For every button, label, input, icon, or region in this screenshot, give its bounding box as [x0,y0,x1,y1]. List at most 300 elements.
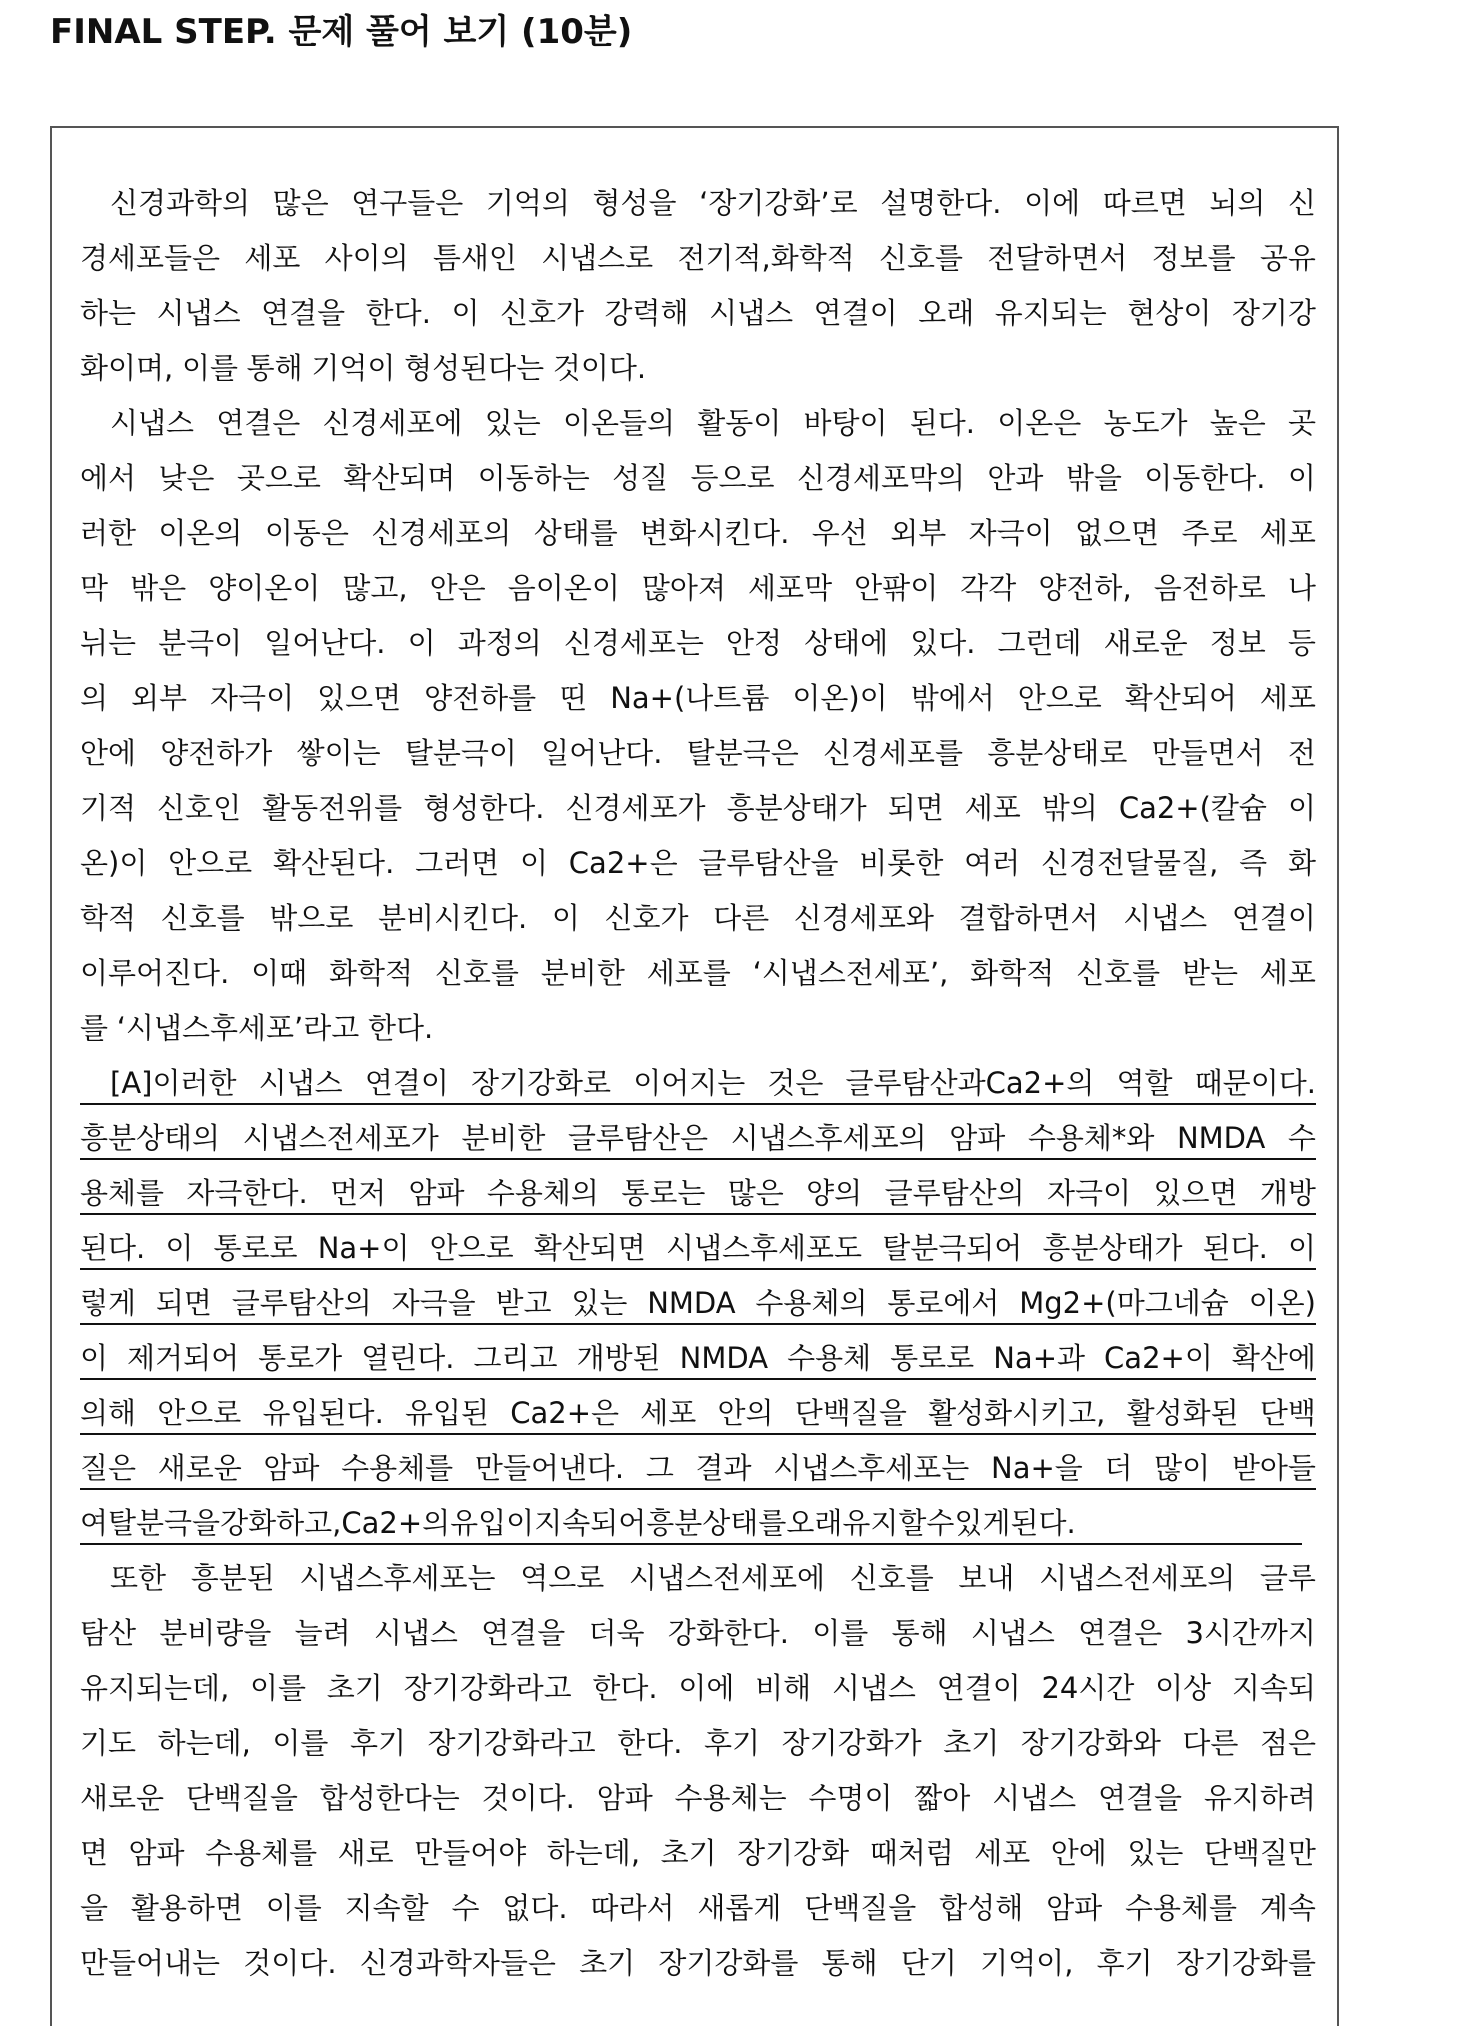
word: 것이다. [552,351,647,385]
word: 새로운 [157,1451,242,1485]
word: 시냅스후세포는 [299,1561,496,1595]
word: 수용체의 [755,1286,868,1320]
word: [A]이러한 [110,1066,237,1100]
word: 연결이 [813,296,898,330]
word: 더욱 [588,1616,645,1650]
word: 만들어낸다. [474,1451,625,1485]
word: 합성한다는 [319,1781,460,1815]
word: 받고 [495,1286,552,1320]
word: 탈분극되어 [882,1231,1023,1265]
word: 수용체를 [1124,1891,1237,1925]
word: 일어난다. [541,736,663,770]
word: 시냅스 [709,296,794,330]
word: 신경세포의 [371,516,512,550]
word: 이온) [1248,1286,1316,1320]
word: 결합하면서 [958,901,1099,935]
word: 많아져 [641,571,726,605]
word: 시냅스 [970,1616,1055,1650]
word: 시냅스후세포의 [730,1121,927,1155]
word: 띤 [559,681,588,715]
word: 후기 [1096,1946,1153,1980]
word: 만들면서 [1151,736,1264,770]
word: 보내 [958,1561,1015,1595]
word: 계속 [1259,1891,1316,1925]
word: 많이 [1154,1451,1211,1485]
word: 분비한 [461,1121,546,1155]
word: 짧아 [914,1781,971,1815]
word: 흥분상태가 [726,791,867,825]
word: 세포 [1259,956,1316,990]
word: 시냅스 [156,296,241,330]
word: 연결을 [1097,1781,1183,1815]
word: 된다. [1202,1231,1268,1265]
word: 사이의 [324,241,409,275]
word: 오래 [918,296,975,330]
word: 세포막 [748,571,833,605]
word: 시냅스로 [541,241,654,275]
word: 음전하로 [1153,571,1266,605]
word: 신호인 [157,791,242,825]
word: 이를 [812,1616,869,1650]
word: 신경세포와 [793,901,934,935]
word: 이동하는 [477,461,590,495]
word: 막 [80,571,109,605]
word: 분비한 [540,956,625,990]
word: 활성화된 [1126,1396,1239,1430]
word: 제거되어 [127,1341,240,1375]
word: 양이온이 [208,571,321,605]
underlined-passage-line [80,1276,1316,1331]
word: 더 [1104,1451,1133,1485]
word: 통로에서 [887,1286,1000,1320]
word: 을 [80,1891,109,1925]
word: 것이다. [243,1946,337,1980]
word: 활동전위를 [262,791,403,825]
passage-line [80,1881,1316,1936]
word: 안으로 [429,1231,514,1265]
word: 활성화시키고, [928,1396,1106,1430]
word: 되면 [887,791,944,825]
word: 화학적 [329,956,414,990]
word: 곳 [1287,406,1316,440]
word: 후기 [703,1726,761,1760]
word: 공유 [1259,241,1316,275]
word: 세포 [1259,516,1316,550]
word: 유입된다. [262,1396,384,1430]
word: 분비량을 [159,1616,272,1650]
word: Na+이 [317,1231,410,1265]
word: 이상 [1155,1671,1212,1705]
word: 안정 [725,626,782,660]
word: 이온은 [997,406,1082,440]
word: 안팎이 [854,571,939,605]
word: 하는데, [157,1726,251,1760]
passage-line [80,1001,1316,1056]
word: 새로운 [80,1781,165,1815]
word: 장기강 [1231,296,1316,330]
word: 시냅스 [831,1671,916,1705]
word: 유지되는 [994,296,1107,330]
word: ‘시냅스전세포’, [752,956,949,990]
word: 때처럼 [869,1836,954,1870]
word: 이온의 [158,516,243,550]
word: 되면 [155,1286,212,1320]
word: Mg2+(마그네슘 [1019,1286,1229,1320]
passage-line [80,781,1316,836]
word: 흥분상태의 [80,1121,221,1155]
word: NMDA [1176,1121,1266,1155]
word: 확산에 [1231,1341,1316,1375]
word: 초기 [660,1836,717,1870]
underlined-passage-line [80,1111,1316,1166]
word: 암파 [408,1176,465,1210]
word: 장기강화를 [658,1946,799,1980]
word: 시냅스전세포가 [242,1121,439,1155]
word: 이동한다. [1144,461,1266,495]
word: 렇게 [80,1286,137,1320]
word: 지속할 [344,1891,429,1925]
word: 이에 [1024,186,1081,220]
word: 활용하면 [130,1891,243,1925]
word: 강화한다. [667,1616,790,1650]
word: 이 [1287,791,1316,825]
word: 에서 [80,461,137,495]
word: 수용체를 [205,1836,318,1870]
passage-line [80,891,1316,946]
passage-line [80,176,1316,231]
word: 밖의 [1041,791,1098,825]
word: 이 [519,846,548,880]
word: 새로운 [1103,626,1188,660]
word: 안의 [717,1396,774,1430]
word: 전 [1287,736,1316,770]
word: 수 [1287,1121,1316,1155]
passage-line [80,561,1316,616]
word: 분극이 [158,626,243,660]
page-title: FINAL STEP. 문제 풀어 보기 (10분) [50,12,633,52]
word: 화학적 [970,956,1055,990]
word: 받는 [1181,956,1238,990]
word: 안은 [429,571,486,605]
word: 학적 [80,901,137,935]
word: Ca2+의 [341,1506,451,1540]
word: 신경세포가 [565,791,706,825]
passage-text [80,176,1316,1991]
word: 지속되 [1231,1671,1316,1705]
word: 자극이 [968,516,1053,550]
underlined-passage-line [80,1331,1316,1386]
word: 초기 [326,1671,383,1705]
word: Na+(나트륨 [610,681,770,715]
word: 글루탐산의 [884,1176,1025,1210]
passage-line [80,1716,1316,1771]
word: 24시간 [1041,1671,1135,1705]
word: 연결은 [1078,1616,1163,1650]
underlined-passage-line [80,1221,1316,1276]
word: 된다. [1010,1506,1076,1540]
word: 현상이 [1127,296,1212,330]
underlined-passage-line [80,1496,1316,1551]
word: 받아들 [1231,1451,1316,1485]
word: 신호를 [1076,956,1161,990]
word: 글루탐산을 [698,846,839,880]
word: 먼저 [330,1176,387,1210]
word: 밖으로 [269,901,354,935]
word: 이동은 [264,516,349,550]
word: 통로로 [213,1231,298,1265]
word: 안에 [80,736,137,770]
word: Ca2+이 [1104,1341,1213,1375]
word: 화이며, [80,351,174,385]
word: 장기강화와 [1020,1726,1161,1760]
word: 단백질을 [804,1891,917,1925]
word: 장기강화 [737,1836,850,1870]
passage-line [80,286,1316,341]
passage-line [80,1661,1316,1716]
passage-line [80,836,1316,891]
word: 여러 [964,846,1021,880]
word: 우선 [811,516,868,550]
underlined-passage-line [80,1056,1316,1111]
word: 후기 [349,1726,406,1760]
underlined-passage-line [80,1441,1316,1496]
word: 장기강화가 [781,1726,922,1760]
word: 암파 [949,1121,1006,1155]
word: 일어난다. [264,626,386,660]
word: 시냅스후세포도 [665,1231,863,1265]
word: 새롭게 [697,1891,782,1925]
word: 있는 [484,406,541,440]
word: 나 [1287,571,1316,605]
word: 있다. [910,626,976,660]
underlined-passage-line [80,1166,1316,1221]
word: 있으면 [317,681,402,715]
word: 기억이, [980,1946,1074,1980]
word: 없다. [502,1891,568,1925]
word: 만들어내는 [80,1946,221,1980]
word: 수용체는 [674,1781,787,1815]
word: 러한 [80,516,137,550]
word: 신경세포를 [822,736,964,770]
word: 탐산 [80,1616,137,1650]
word: 강력해 [604,296,689,330]
word: Na+을 [991,1451,1083,1485]
word: 암파 [1046,1891,1103,1925]
word: 상태를 [533,516,618,550]
word: 수 [926,1506,955,1540]
word: 안으로 [168,846,253,880]
word: 이 [165,1231,194,1265]
word: 단백질을 [794,1396,907,1430]
word: 온)이 [80,846,148,880]
word: 만들어야 [414,1836,527,1870]
word: 즉 [1239,846,1268,880]
word: 시냅스 [110,406,195,440]
passage-line [80,451,1316,506]
word: 비롯한 [859,846,944,880]
word: 또한 [110,1561,167,1595]
word: 유지할 [842,1506,927,1540]
word: 다른 [713,901,770,935]
word: 경세포들은 [80,241,221,275]
word: 안으로 [1017,681,1102,715]
word: 것이다. [481,1781,575,1815]
word: 글루탐산의 [231,1286,372,1320]
word: 이를 [265,1891,322,1925]
word: 전달하면서 [987,241,1128,275]
word: 연구들은 [351,186,464,220]
word: 통로가 [258,1341,343,1375]
word: 바탕이 [803,406,888,440]
word: 그런데 [997,626,1082,660]
passage-line [80,341,1316,396]
word: 확산되어 [1124,681,1237,715]
word: 연결을 [261,296,346,330]
word: 글루탐산은 [567,1121,708,1155]
word: 하는데, [546,1836,641,1870]
word: 안과 [987,461,1044,495]
word: 통해 [891,1616,948,1650]
word: 외부 [890,516,947,550]
word: 것은 [767,1066,824,1100]
word: 과정의 [457,626,542,660]
passage-line [80,726,1316,781]
word: 의해 [80,1396,137,1430]
word: 있는 [1127,1836,1184,1870]
word: 양전하, [1038,571,1132,605]
word: 이루어진다. [80,956,230,990]
word: 뉘는 [80,626,137,660]
word: 있게 [954,1506,1011,1540]
word: 통로로 [890,1341,975,1375]
word: 시냅스 [373,1616,458,1650]
word: 자극을 [391,1286,476,1320]
word: 합성해 [939,1891,1024,1925]
word: 그 [645,1451,674,1485]
word: 이를 [272,1726,329,1760]
word: 상태에 [804,626,889,660]
word: 의 [80,681,109,715]
word: 시냅스전세포에 [628,1561,826,1595]
word: 따르면 [1102,186,1187,220]
word: 된다. [909,406,976,440]
word: 자극이 [1047,1176,1132,1210]
word: 낮은 [158,461,215,495]
word: 변화시킨다. [640,516,790,550]
word: 장기강화로 [470,1066,612,1100]
word: 초기 [579,1946,636,1980]
passage-line [80,1826,1316,1881]
word: 정보를 [1151,241,1236,275]
word: Ca2+은 [568,846,678,880]
word: 형성된다는 [404,351,545,385]
word: 유입이 [450,1506,535,1540]
word: ‘장기강화’로 [699,186,858,220]
word: 수용체 [787,1341,872,1375]
word: 주로 [1181,516,1238,550]
word: 형성을 [592,186,677,220]
word: 시냅스 [1123,901,1208,935]
word: 자극한다. [186,1176,308,1210]
word: 흥분상태를 [646,1506,787,1540]
word: 암파 [263,1451,320,1485]
word: 그러면 [415,846,500,880]
word: 확산되며 [343,461,456,495]
word: 연결을 [481,1616,566,1650]
word: 신 [1287,186,1316,220]
word: 질은 [80,1451,137,1485]
word: Ca2+은 [510,1396,620,1430]
word: 이를 [250,1671,307,1705]
word: 신호가 [604,901,689,935]
word: 음이온이 [507,571,620,605]
word: 세포를 [646,956,731,990]
word: 탈분극이 [404,736,517,770]
word: 통해 [821,1946,878,1980]
word: 시냅스전세포의 [1039,1561,1236,1595]
word: 많고, [342,571,408,605]
word: 오래 [786,1506,843,1540]
word: ‘시냅스후세포’라고 [116,1011,360,1045]
word: 여 [80,1506,109,1540]
word: 양의 [806,1176,863,1210]
word: 많은 [272,186,329,220]
word: 이 [1287,1231,1316,1265]
word: 강화하고, [220,1506,342,1540]
word: 를 [80,1011,109,1045]
word: 기억이 [311,351,396,385]
word: 농도가 [1103,406,1188,440]
word: 장기강화라고 [427,1726,596,1760]
word: 기억의 [485,186,570,220]
word: 밖에서 [910,681,995,715]
word: 있는 [571,1286,628,1320]
word: 단백질을 [185,1781,298,1815]
word: 등 [1287,626,1316,660]
word: 이 [1287,461,1316,495]
word: 신호를 [160,901,245,935]
word: 이어지는 [633,1066,746,1100]
word: 한다. [592,1671,658,1705]
word: 비해 [755,1671,812,1705]
word: 초기 [943,1726,1000,1760]
word: 통해 [246,351,303,385]
passage-line [80,231,1316,286]
word: 새로 [337,1836,394,1870]
word: 때문이다. [1194,1066,1316,1100]
word: 통로는 [621,1176,706,1210]
word: 안에 [1050,1836,1107,1870]
passage-line [80,1551,1316,1606]
word: 전기적,화학적 [677,241,855,275]
word: 이를 [181,351,238,385]
word: 장기강화라고 [403,1671,572,1705]
word: 이 [451,296,480,330]
word: 외부 [131,681,188,715]
word: 개방된 [576,1341,661,1375]
word: 한다. [367,1011,434,1045]
word: 이온)이 [792,681,888,715]
word: 흥분상태로 [987,736,1128,770]
passage-line [80,1771,1316,1826]
word: 3시간까지 [1185,1616,1316,1650]
word: 지속되어 [534,1506,647,1540]
word: 단백질만 [1203,1836,1316,1870]
passage-line [80,671,1316,726]
word: 신경세포막의 [796,461,966,495]
word: 탈분극은 [686,736,799,770]
word: NMDA [647,1286,736,1320]
